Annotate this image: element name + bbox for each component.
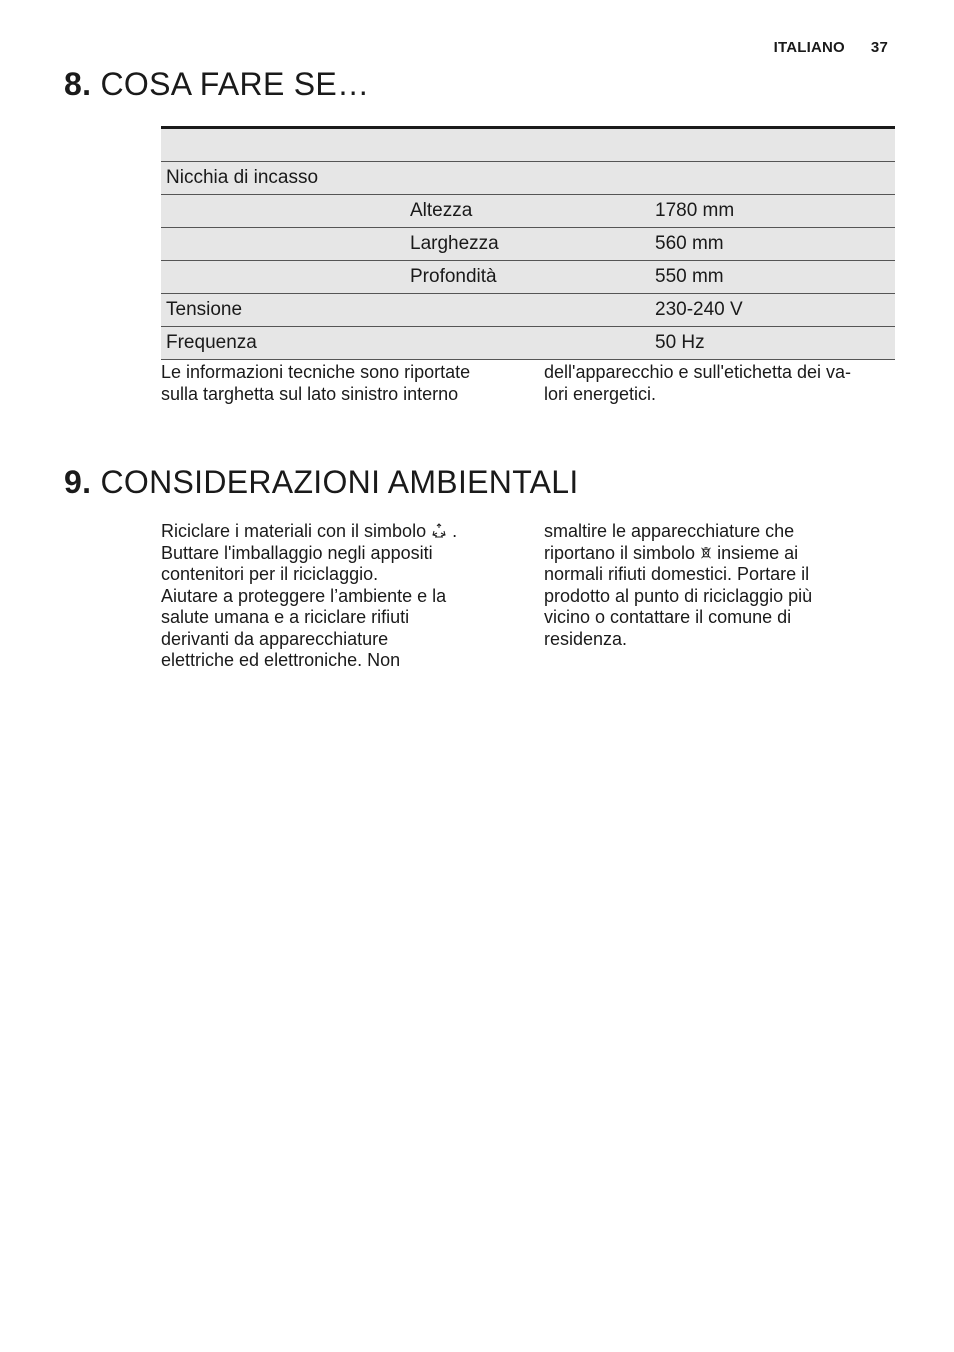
table-cell: Tensione [161,294,405,327]
tech-info-note-right [544,362,904,405]
environment-text-left [161,521,506,672]
text-line: Le informazioni tecniche sono riportate [161,362,471,382]
table-row [161,294,895,327]
table-cell: 560 mm [650,228,895,261]
technical-data-table [161,126,895,360]
text-line: prodotto al punto di riciclaggio più [544,585,813,606]
table-cell [161,195,405,228]
text-line: sulla targhetta sul lato sinistro interno [161,383,459,404]
table-row [161,162,895,195]
section-9-heading [64,464,579,501]
table-cell: Frequenza [161,327,405,360]
table-cell: Profondità [405,261,650,294]
text-line: residenza. [544,628,628,649]
text-line: smaltire le apparecchiature che [544,521,795,541]
table-row [161,228,895,261]
tech-info-note-left [161,362,521,405]
table-cell [405,327,650,360]
language-label: ITALIANO [773,39,845,56]
table-row [161,261,895,294]
text-line: dell'apparecchio e sull'etichetta dei va- [544,362,852,382]
table-cell [405,162,650,195]
page-number: 37 [870,39,888,56]
table-cell [650,162,895,195]
section-8-number: 8. [64,66,92,102]
text-line: salute umana e a riciclare rifiuti [161,607,410,627]
table-cell [405,294,650,327]
text-line: elettriche ed elettroniche. Non [161,650,401,670]
table-cell [161,261,405,294]
table-cell: 230-240 V [650,294,895,327]
text-fragment: insieme ai [717,542,799,563]
table-cell: Nicchia di incasso [161,162,405,195]
text-line: vicino o contattare il comune di [544,607,792,627]
text-line: Buttare l'imballaggio negli appositi [161,542,433,563]
text-line [161,521,506,543]
environment-text-right [544,521,889,650]
text-fragment: . [452,521,458,541]
section-8-title: COSA FARE SE… [100,66,370,102]
recycle-icon [431,523,447,539]
table-row [161,327,895,360]
table-header-row [161,128,895,162]
section-9-title: CONSIDERAZIONI AMBIENTALI [100,464,579,500]
table-row [161,195,895,228]
text-fragment: riportano il simbolo [544,542,696,563]
section-8-heading [64,66,369,103]
text-line [544,543,889,565]
table-cell: 1780 mm [650,195,895,228]
table-cell: 550 mm [650,261,895,294]
text-fragment: Riciclare i materiali con il simbolo [161,521,427,541]
text-line: contenitori per il riciclaggio. [161,564,379,584]
table-cell [161,228,405,261]
page-header [774,39,888,56]
text-line: Aiutare a proteggere l’ambiente e la [161,585,447,606]
text-line: derivanti da apparecchiature [161,628,389,649]
text-line: lori energetici. [544,383,657,404]
table-cell: 50 Hz [650,327,895,360]
text-line: normali rifiuti domestici. Portare il [544,564,810,584]
crossed-bin-icon [700,545,712,561]
table-cell: Larghezza [405,228,650,261]
section-9-number: 9. [64,464,92,500]
table-cell: Altezza [405,195,650,228]
